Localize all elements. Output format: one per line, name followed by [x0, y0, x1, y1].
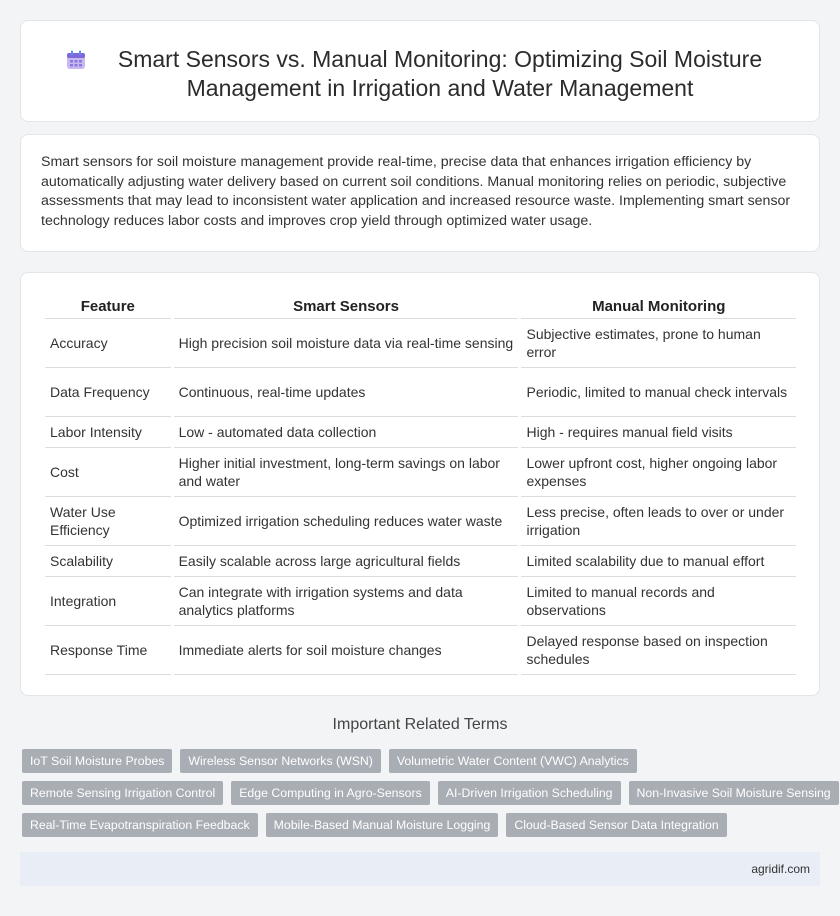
related-term-tag[interactable]: Volumetric Water Content (VWC) Analytics: [389, 749, 637, 773]
tag-row: [22, 749, 822, 773]
comparison-table: [42, 297, 799, 675]
smart-sensors-cell: Low - automated data collection: [174, 417, 519, 448]
related-term-tag[interactable]: Wireless Sensor Networks (WSN): [180, 749, 380, 773]
tag-row: [22, 781, 831, 805]
table-row: [45, 497, 796, 546]
feature-cell: Response Time: [45, 626, 171, 675]
related-term-tag[interactable]: AI-Driven Irrigation Scheduling: [438, 781, 621, 805]
feature-cell: Integration: [45, 577, 171, 626]
smart-sensors-cell: Higher initial investment, long-term savings on labor and water: [174, 448, 519, 497]
manual-monitoring-cell: Limited scalability due to manual effort: [521, 546, 796, 577]
related-term-tag[interactable]: Remote Sensing Irrigation Control: [22, 781, 223, 805]
footer-site[interactable]: agridif.com: [751, 862, 810, 876]
table-row: [45, 448, 796, 497]
manual-monitoring-cell: Subjective estimates, prone to human error: [521, 319, 796, 368]
smart-sensors-cell: High precision soil moisture data via real-time sensing: [174, 319, 519, 368]
manual-monitoring-cell: Limited to manual records and observations: [521, 577, 796, 626]
related-terms-title: Important Related Terms: [332, 716, 508, 733]
table-header-row: [45, 297, 796, 319]
header-feature: Feature: [45, 297, 171, 319]
feature-cell: Accuracy: [45, 319, 171, 368]
intro-paragraph: Smart sensors for soil moisture management provide real-time, precise data that enhances irrigation efficiency by automatically adjusting water delivery based on current soil conditions. Manual monitoring relies on periodic, subjective assessments that may lead to inconsistent water application and increased resource waste. Implementing smart sensor technology reduces labor costs and improves crop yield through optimized water usage.: [41, 154, 791, 229]
table-row: [45, 577, 796, 626]
related-term-tag[interactable]: Real-Time Evapotranspiration Feedback: [22, 813, 258, 837]
feature-cell: Water Use Efficiency: [45, 497, 171, 546]
table-row: [45, 368, 796, 417]
smart-sensors-cell: Can integrate with irrigation systems and data analytics platforms: [174, 577, 519, 626]
footer: [20, 852, 820, 886]
table-row: [45, 546, 796, 577]
page-title: Smart Sensors vs. Manual Monitoring: Optimizing Soil Moisture Management in Irrigation and Water Management: [117, 46, 763, 101]
manual-monitoring-cell: High - requires manual field visits: [521, 417, 796, 448]
related-terms-tags: [22, 749, 831, 845]
related-term-tag[interactable]: Cloud-Based Sensor Data Integration: [506, 813, 726, 837]
manual-monitoring-cell: Delayed response based on inspection schedules: [521, 626, 796, 675]
smart-sensors-cell: Optimized irrigation scheduling reduces water waste: [174, 497, 519, 546]
table-row: [45, 417, 796, 448]
title-card: [20, 20, 820, 122]
feature-cell: Data Frequency: [45, 368, 171, 417]
table-row: [45, 626, 796, 675]
comparison-card: [20, 272, 820, 696]
tag-row: [22, 813, 822, 837]
feature-cell: Cost: [45, 448, 171, 497]
related-term-tag[interactable]: Mobile-Based Manual Moisture Logging: [266, 813, 499, 837]
smart-sensors-cell: Easily scalable across large agricultural fields: [174, 546, 519, 577]
smart-sensors-cell: Continuous, real-time updates: [174, 368, 519, 417]
feature-cell: Labor Intensity: [45, 417, 171, 448]
related-term-tag[interactable]: IoT Soil Moisture Probes: [22, 749, 172, 773]
manual-monitoring-cell: Lower upfront cost, higher ongoing labor expenses: [521, 448, 796, 497]
table-row: [45, 319, 796, 368]
related-term-tag[interactable]: Edge Computing in Agro-Sensors: [231, 781, 430, 805]
header-manual-monitoring: Manual Monitoring: [521, 297, 796, 319]
related-term-tag[interactable]: Non-Invasive Soil Moisture Sensing: [629, 781, 839, 805]
manual-monitoring-cell: Periodic, limited to manual check intervals: [521, 368, 796, 417]
feature-cell: Scalability: [45, 546, 171, 577]
manual-monitoring-cell: Less precise, often leads to over or under irrigation: [521, 497, 796, 546]
intro-card: [20, 134, 820, 252]
header-smart-sensors: Smart Sensors: [174, 297, 519, 319]
smart-sensors-cell: Immediate alerts for soil moisture changes: [174, 626, 519, 675]
